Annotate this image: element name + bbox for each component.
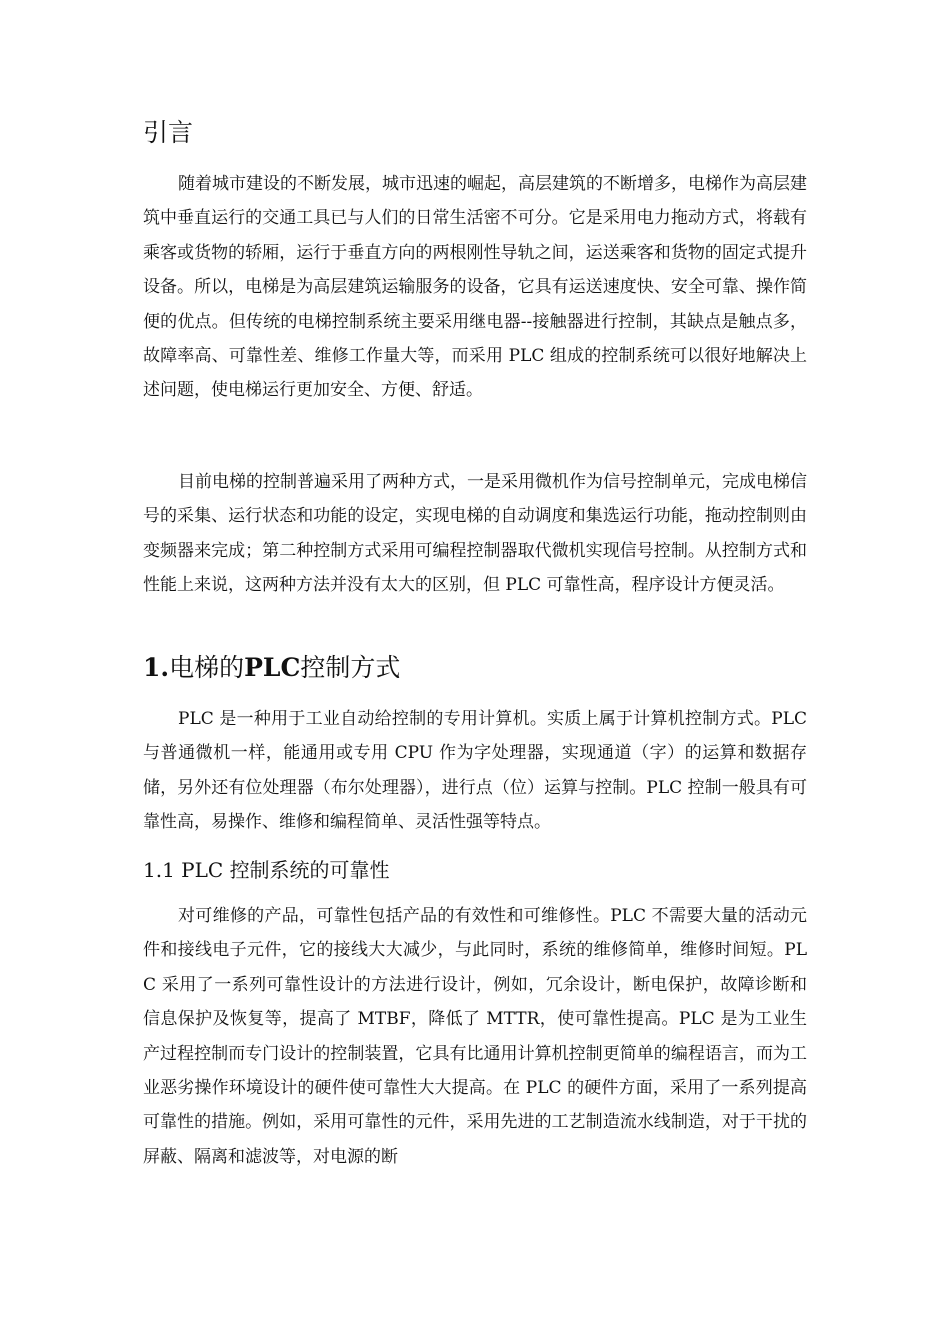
section-1-number: 1.	[143, 653, 170, 682]
section-1-paragraph: PLC 是一种用于工业自动给控制的专用计算机。实质上属于计算机控制方式。PLC 与普通微机一样，能通用或专用 CPU 作为字处理器，实现通道（字）的运算和数据存储，另外还有位处理器（布尔处理器），进行点（位）运算与控制。PLC 控制一般具有可靠性高，易操作、维修和编程简单、灵活性强等特点。	[143, 709, 807, 833]
section-1-heading	[143, 648, 400, 688]
section-1-title-prefix: 电梯的	[169, 653, 245, 682]
section-1-1-paragraph: 对可维修的产品，可靠性包括产品的有效性和可维修性。PLC 不需要大量的活动元件和接线电子元件，它的接线大大减少，与此同时，系统的维修简单，维修时间短。PLC 采用了一系列可靠性设计的方法进行设计，例如，冗余设计，断电保护，故障诊断和信息保护及恢复等，提高了 MTBF，降低了 MTTR，使可靠性提高。PLC 是为工业生产过程控制而专门设计的控制装置，它具有比通用计算机控制更简单的编程语言，而为工业恶劣操作环境设计的硬件使可靠性大大提高。在 PLC 的硬件方面，采用了一系列提高可靠性的措施。例如，采用可靠性的元件，采用先进的工艺制造流水线制造，对于干扰的屏蔽、隔离和滤波等，对电源的断	[143, 906, 807, 1167]
section-1-title-abbr: PLC	[244, 653, 301, 682]
section-1-title-suffix: 控制方式	[300, 653, 401, 682]
intro-paragraph-1: 随着城市建设的不断发展，城市迅速的崛起，高层建筑的不断增多，电梯作为高层建筑中垂直运行的交通工具已与人们的日常生活密不可分。它是采用电力拖动方式，将载有乘客或货物的轿厢，运行于垂直方向的两根刚性导轨之间，运送乘客和货物的固定式提升设备。所以，电梯是为高层建筑运输服务的设备，它具有运送速度快、安全可靠、操作简便的优点。但传统的电梯控制系统主要采用继电器--接触器进行控制，其缺点是触点多，故障率高、可靠性差、维修工作量大等，而采用 PLC 组成的控制系统可以很好地解决上述问题，使电梯运行更加安全、方便、舒适。	[143, 174, 807, 401]
intro-paragraph-2: 目前电梯的控制普遍采用了两种方式，一是采用微机作为信号控制单元，完成电梯信号的采集、运行状态和功能的设定，实现电梯的自动调度和集选运行功能，拖动控制则由变频器来完成；第二种控制方式采用可编程控制器取代微机实现信号控制。从控制方式和性能上来说，这两种方法并没有太大的区别，但 PLC 可靠性高，程序设计方便灵活。	[143, 472, 807, 596]
section-1-1-heading: 1.1 PLC 控制系统的可靠性	[143, 858, 390, 882]
intro-heading: 引言	[143, 118, 194, 147]
